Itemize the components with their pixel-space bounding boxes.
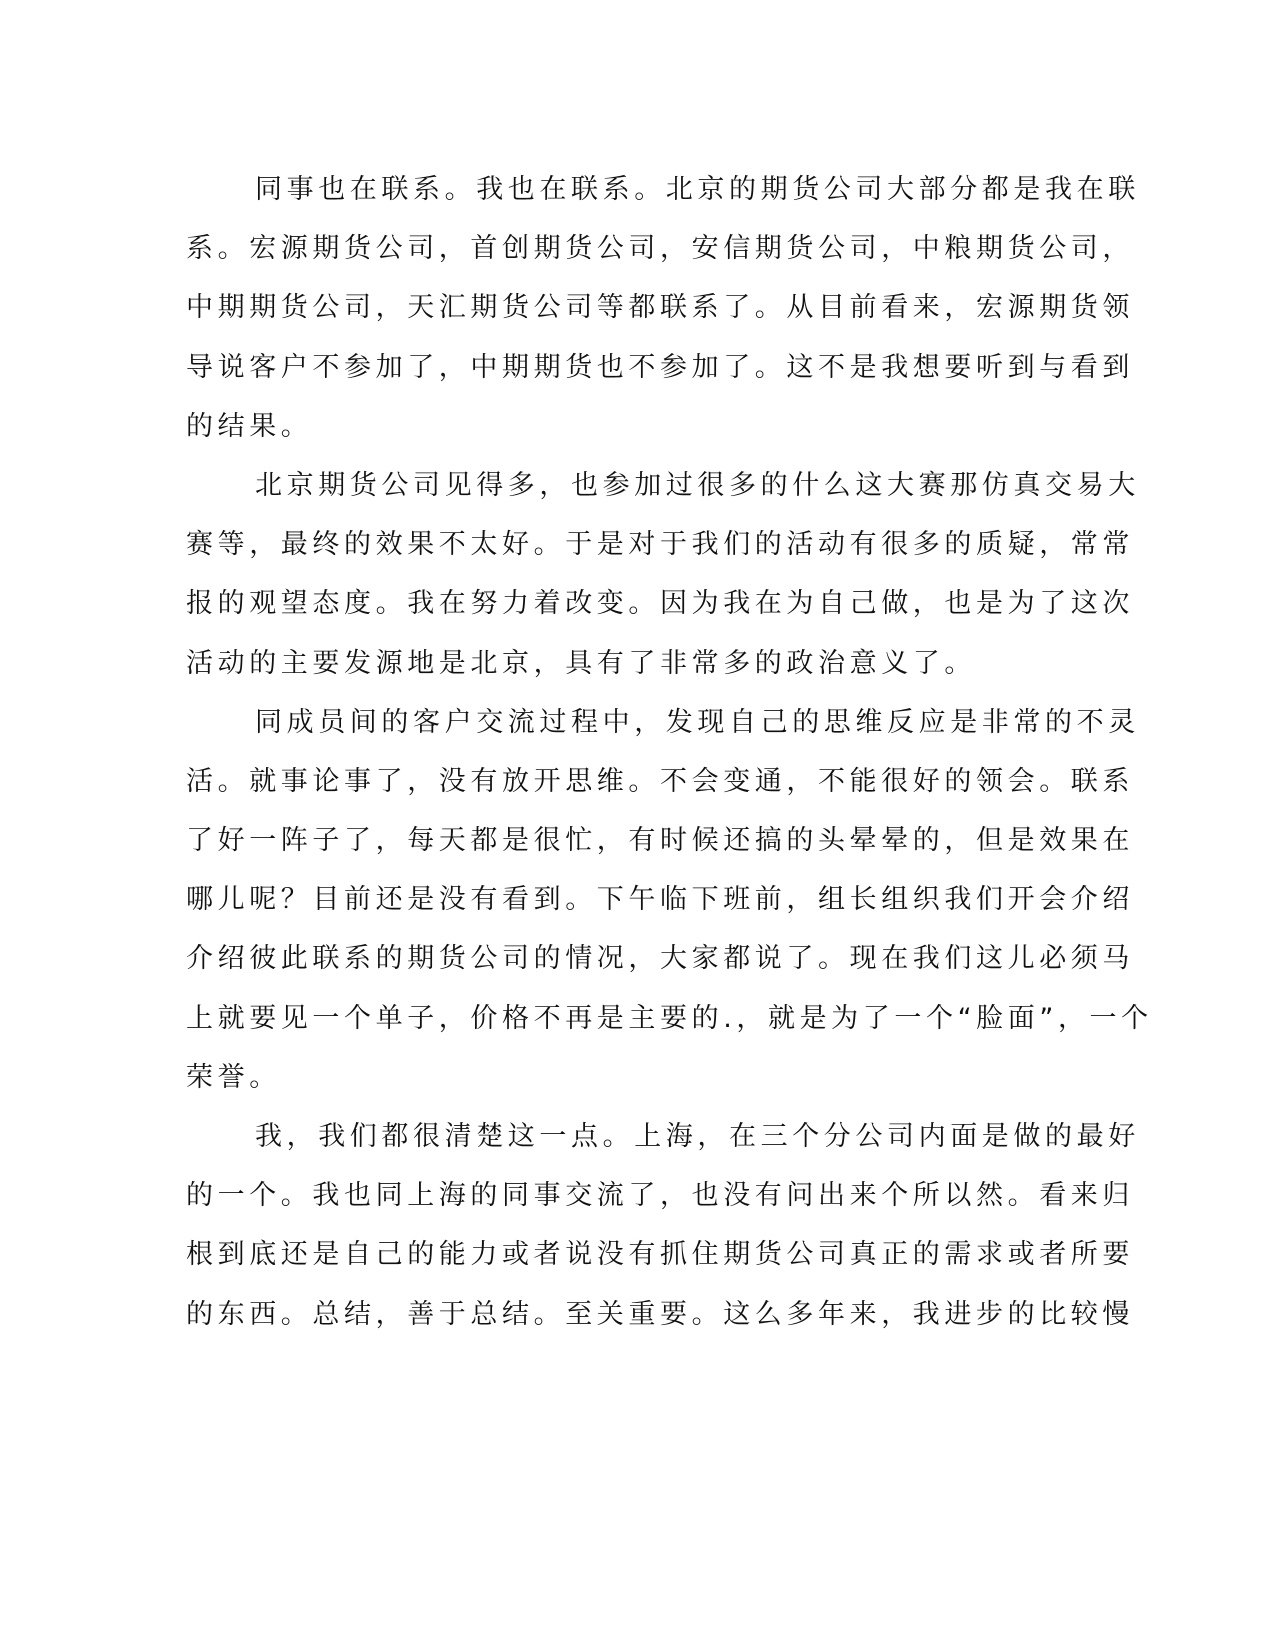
text-line: 介绍彼此联系的期货公司的情况，大家都说了。现在我们这儿必须马 — [186, 943, 1134, 975]
text-line: 中期期货公司，天汇期货公司等都联系了。从目前看来，宏源期货领 — [186, 292, 1134, 324]
text-line: 哪儿呢？目前还是没有看到。下午临下班前，组长组织我们开会介绍 — [186, 884, 1134, 916]
text-line: 导说客户不参加了，中期期货也不参加了。这不是我想要听到与看到 — [186, 351, 1134, 383]
text-line: 荣誉。 — [186, 1061, 281, 1093]
text-line: 根到底还是自己的能力或者说没有抓住期货公司真正的需求或者所要 — [186, 1239, 1134, 1271]
text-line: 北京期货公司见得多，也参加过很多的什么这大赛那仿真交易大 — [255, 469, 1140, 501]
text-line: 同成员间的客户交流过程中，发现自己的思维反应是非常的不灵 — [255, 706, 1140, 738]
text-line: 活动的主要发源地是北京，具有了非常多的政治意义了。 — [186, 647, 976, 679]
text-line: 我，我们都很清楚这一点。上海，在三个分公司内面是做的最好 — [255, 1121, 1140, 1152]
text-line: 的结果。 — [186, 410, 313, 442]
text-line: 活。就事论事了，没有放开思维。不会变通，不能很好的领会。联系 — [186, 765, 1134, 797]
text-line: 上就要见一个单子，价格不再是主要的.，就是为了一个“脸面”，一个 — [186, 1002, 1153, 1034]
text-line: 系。宏源期货公司，首创期货公司，安信期货公司，中粮期货公司， — [186, 233, 1134, 265]
text-line: 的东西。总结，善于总结。至关重要。这么多年来，我进步的比较慢 — [186, 1298, 1134, 1330]
document-body — [186, 160, 1153, 1344]
text-line: 了好一阵子了，每天都是很忙，有时候还搞的头晕晕的，但是效果在 — [186, 825, 1134, 857]
text-line: 赛等，最终的效果不太好。于是对于我们的活动有很多的质疑，常常 — [186, 529, 1134, 561]
text-line: 的一个。我也同上海的同事交流了，也没有问出来个所以然。看来归 — [186, 1180, 1134, 1212]
text-line: 同事也在联系。我也在联系。北京的期货公司大部分都是我在联 — [255, 174, 1140, 205]
text-line: 报的观望态度。我在努力着改变。因为我在为自己做，也是为了这次 — [186, 588, 1134, 620]
